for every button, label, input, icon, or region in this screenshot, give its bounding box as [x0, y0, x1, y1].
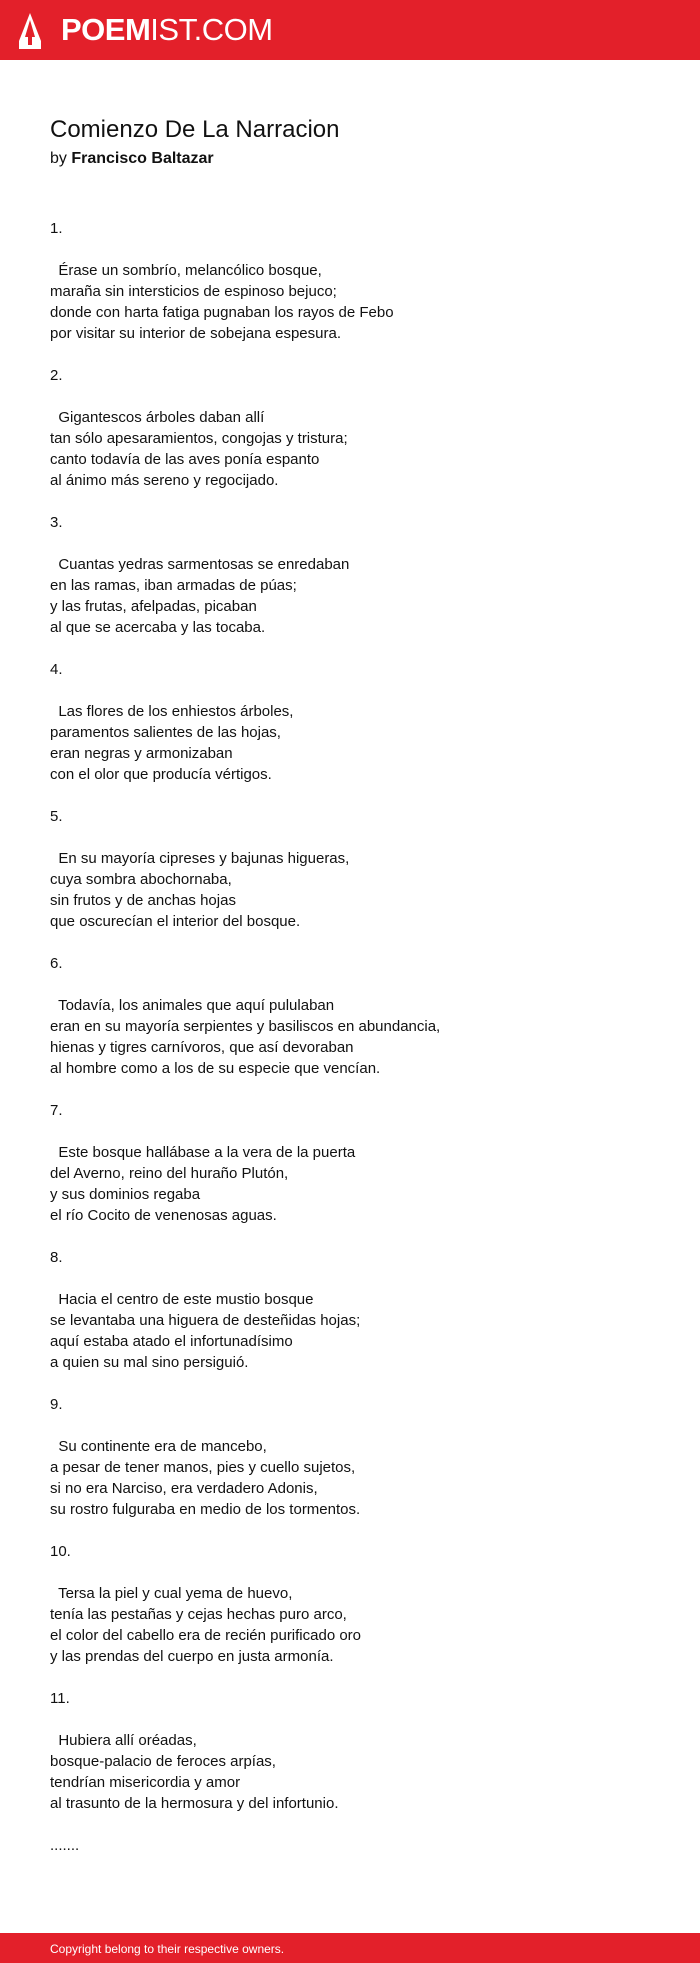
poem-line: si no era Narciso, era verdadero Adonis,: [50, 1480, 318, 1497]
poem-line: hienas y tigres carnívoros, que así devoraban: [50, 1039, 354, 1056]
by-label: by: [50, 150, 67, 167]
poem-line: Érase un sombrío, melancólico bosque,: [50, 262, 322, 279]
stanza-number: 5.: [50, 808, 63, 825]
poem-line: donde con harta fatiga pugnaban los rayos de Febo: [50, 304, 394, 321]
poem-line: maraña sin intersticios de espinoso bejuco;: [50, 283, 337, 300]
poem-line: al ánimo más sereno y regocijado.: [50, 472, 279, 489]
stanza: [50, 1541, 660, 1667]
poem-line: En su mayoría cipreses y bajunas higueras,: [50, 850, 350, 867]
poem-line: con el olor que producía vértigos.: [50, 766, 272, 783]
poem-line: canto todavía de las aves ponía espanto: [50, 451, 320, 468]
stanza-number: 2.: [50, 367, 63, 384]
poem-line: su rostro fulguraba en medio de los tormentos.: [50, 1501, 361, 1518]
poem-line: el color del cabello era de recién purificado oro: [50, 1627, 362, 1644]
poem-line: aquí estaba atado el infortunadísimo: [50, 1333, 293, 1350]
poem-line: el río Cocito de venenosas aguas.: [50, 1207, 277, 1224]
brand-light: IST.COM: [150, 12, 273, 47]
stanza: [50, 1100, 660, 1226]
stanza-number: 11.: [50, 1690, 70, 1707]
poem-line: tenía las pestañas y cejas hechas puro arco,: [50, 1606, 347, 1623]
poem-line: paramentos salientes de las hojas,: [50, 724, 281, 741]
stanza-number: 8.: [50, 1249, 63, 1266]
poem-line: al trasunto de la hermosura y del infortunio.: [50, 1795, 339, 1812]
poem-line: del Averno, reino del huraño Plutón,: [50, 1165, 289, 1182]
poem-line: por visitar su interior de sobejana espesura.: [50, 325, 341, 342]
poem-title: Comienzo De La Narracion: [50, 116, 340, 143]
stanza: [50, 806, 660, 932]
poem-line: Tersa la piel y cual yema de huevo,: [50, 1585, 293, 1602]
poem-line: sin frutos y de anchas hojas: [50, 892, 236, 909]
byline: [50, 148, 214, 170]
poem-body: [50, 218, 660, 1856]
poem-line: Hubiera allí oréadas,: [50, 1732, 197, 1749]
stanza-number: 7.: [50, 1102, 63, 1119]
footer-bar: [0, 1933, 700, 1963]
poem-line: Hacia el centro de este mustio bosque: [50, 1291, 314, 1308]
poem-line: al que se acercaba y las tocaba.: [50, 619, 266, 636]
stanza: [50, 512, 660, 638]
poem-line: Todavía, los animales que aquí pululaban: [50, 997, 335, 1014]
poem-line: tendrían misericordia y amor: [50, 1774, 241, 1791]
poem-line: que oscurecían el interior del bosque.: [50, 913, 301, 930]
stanza-number: 9.: [50, 1396, 63, 1413]
poem-line: en las ramas, iban armadas de púas;: [50, 577, 297, 594]
brand-bold: POEM: [61, 12, 151, 47]
poem-line: Las flores de los enhiestos árboles,: [50, 703, 294, 720]
poem-line: Gigantescos árboles daban allí: [50, 409, 265, 426]
poem-line: Cuantas yedras sarmentosas se enredaban: [50, 556, 350, 573]
stanza: [50, 218, 660, 344]
poem-line: y las frutas, afelpadas, picaban: [50, 598, 257, 615]
stanza: [50, 1394, 660, 1520]
poem-line: a quien su mal sino persiguió.: [50, 1354, 249, 1371]
stanza-number: 6.: [50, 955, 63, 972]
stanza: [50, 659, 660, 785]
author-name: Francisco Baltazar: [71, 150, 214, 167]
stanza: [50, 365, 660, 491]
poem-line: cuya sombra abochornaba,: [50, 871, 232, 888]
poem-line: tan sólo apesaramientos, congojas y tristura;: [50, 430, 348, 447]
stanza-number: 4.: [50, 661, 63, 678]
poem-line: bosque-palacio de feroces arpías,: [50, 1753, 276, 1770]
site-logo[interactable]: [61, 13, 273, 47]
poem-line: eran en su mayoría serpientes y basiliscos en abundancia,: [50, 1018, 441, 1035]
poem-line: se levantaba una higuera de desteñidas hojas;: [50, 1312, 361, 1329]
stanza: [50, 1688, 660, 1814]
copyright-notice: Copyright belong to their respective owners.: [50, 1942, 285, 1956]
pen-nib-icon[interactable]: [17, 11, 43, 51]
stanza-number: 3.: [50, 514, 63, 531]
stanza: [50, 1247, 660, 1373]
poem-line: al hombre como a los de su especie que vencían.: [50, 1060, 381, 1077]
poem-line: y las prendas del cuerpo en justa armonía.: [50, 1648, 334, 1665]
top-bar: [0, 0, 700, 60]
poem-line: a pesar de tener manos, pies y cuello sujetos,: [50, 1459, 356, 1476]
poem-line: eran negras y armonizaban: [50, 745, 233, 762]
poem-ellipsis: .......: [50, 1837, 80, 1854]
stanza-number: 1.: [50, 220, 63, 237]
stanza: [50, 953, 660, 1079]
poem-line: Este bosque hallábase a la vera de la puerta: [50, 1144, 356, 1161]
poem-line: Su continente era de mancebo,: [50, 1438, 267, 1455]
poem-line: y sus dominios regaba: [50, 1186, 201, 1203]
stanza-number: 10.: [50, 1543, 71, 1560]
